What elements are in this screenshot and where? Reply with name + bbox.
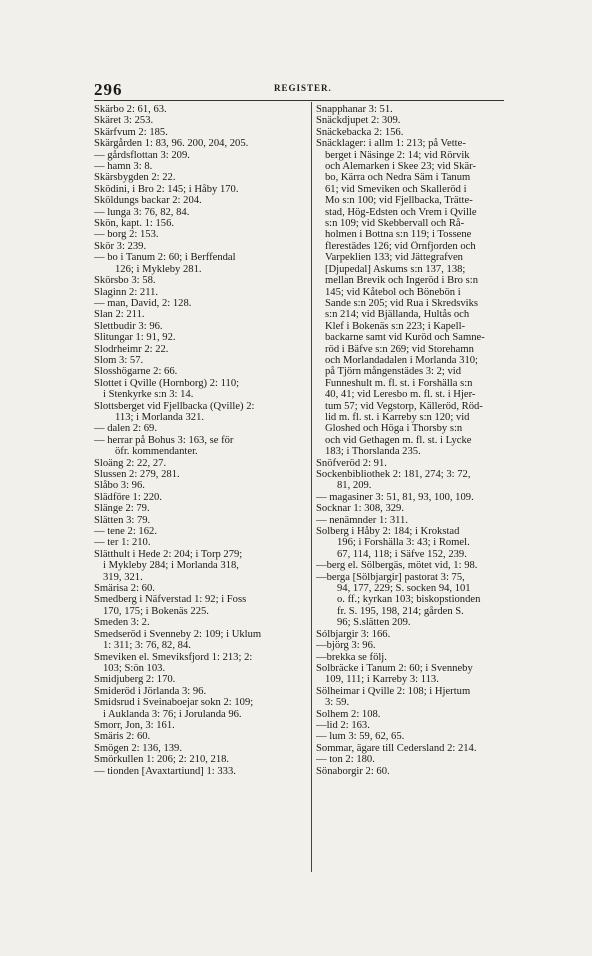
index-entry-line: Solhem 2: 108. (316, 708, 381, 720)
index-entry-line: —björg 3: 96. (316, 640, 376, 652)
index-entry-line: Slätthult i Hede 2: 204; i Torp 279; (94, 548, 243, 560)
index-entry-line: 96; S.slätten 209. (337, 617, 411, 629)
index-entry-line: 3: 59. (325, 697, 350, 709)
index-entry-line: 170, 175; i Bokenäs 225. (103, 605, 209, 617)
index-entry-line: Slottet i Qville (Hornborg) 2: 110; (94, 377, 240, 389)
index-entry-line: holmen i Bottna s:n 119; i Tossene (325, 229, 472, 241)
index-entry-line: berget i Näsinge 2: 14; vid Rörvik (325, 149, 470, 161)
index-entry-line: Smeviken el. Smeviksfjord 1: 213; 2: (94, 651, 253, 663)
index-entry-line: Smäris 2: 60. (94, 731, 151, 743)
index-entry-line: Slätten 3: 79. (94, 514, 151, 526)
index-entry-line: lid m. fl. st. i Karreby s:n 120; vid (325, 411, 470, 423)
page-number: 296 (94, 80, 123, 99)
index-entry-line: — gårdsflottan 3: 209. (94, 149, 190, 161)
index-entry-line: Sölheimar i Qville 2: 108; i Hjertum (316, 685, 471, 697)
index-entry-line: i Stenkyrke s:n 3: 14. (103, 389, 194, 401)
index-entry-line: 67, 114, 118; i Säfve 152, 239. (337, 548, 467, 560)
index-entry-line: 94, 177, 229; S. socken 94, 101 (337, 583, 471, 595)
index-entry-line: — lunga 3: 76, 82, 84. (94, 206, 190, 218)
index-entry-line: —lid 2: 163. (316, 719, 370, 731)
index-entry-line: Skärsbygden 2: 22. (94, 172, 176, 184)
index-entry-line: på Tjörn mångenstädes 3: 2; vid (325, 366, 462, 378)
index-entry-line: Solberg i Håby 2: 184; i Krokstad (316, 526, 460, 538)
index-entry-line: — nenämnder 1: 311. (316, 514, 408, 526)
index-entry-line: Skörsbo 3: 58. (94, 275, 156, 287)
index-entry-line: Smidsrud i Sveinaboejar sokn 2: 109; (94, 697, 254, 709)
index-entry-line: Slåbo 3: 96. (94, 480, 145, 492)
index-entry-line: Slaginn 2: 211. (94, 286, 159, 298)
index-entry-line: — lum 3: 59, 62, 65. (316, 731, 405, 743)
index-entry-line: Solbräcke i Tanum 2: 60; i Svenneby (316, 662, 473, 674)
index-entry-line: — borg 2: 153. (94, 229, 159, 241)
index-entry-line: Sköldungs backar 2: 204. (94, 195, 202, 207)
index-entry-line: mellan Brevik och Ingeröd i Bro s:n (325, 275, 478, 287)
index-entry-line: Slettbudir 3: 96. (94, 320, 163, 332)
index-entry-line: — herrar på Bohus 3: 163, se för (94, 434, 234, 446)
index-entry-line: Skärgården 1: 83, 96. 200, 204, 205. (94, 138, 249, 150)
index-entry-line: Slan 2: 211. (94, 309, 145, 321)
index-entry-line: —berga [Sölbjargir] pastorat 3: 75, (316, 571, 465, 583)
index-entry-line: s:n 109; vid Skebbervall och Rå- (325, 218, 465, 230)
index-entry-line: 183; i Thorslanda 235. (325, 446, 421, 458)
index-entry-line: Snäckdjupet 2: 309. (316, 115, 401, 127)
index-entry-line: Slom 3: 57. (94, 354, 144, 366)
header-rule (94, 100, 504, 101)
index-entry-line: Smideröd i Jörlanda 3: 96. (94, 685, 207, 697)
index-entry-line: 103; S:ön 103. (103, 662, 166, 674)
index-entry-line: bo, Kärra och Nedra Säm i Tanum (325, 172, 471, 184)
index-entry-line: Snäcklager: i allm 1: 213; på Vette- (316, 138, 466, 150)
column-divider (311, 102, 312, 872)
index-entry-line: Smidjuberg 2: 170. (94, 674, 176, 686)
index-entry-line: Smorr, Jon, 3: 161. (94, 719, 175, 731)
index-entry-line: Gloshed och Höga i Thorsby s:n (325, 423, 463, 435)
index-entry-line: Sönaborgir 2: 60. (316, 765, 390, 777)
index-entry-line: Slosshögarne 2: 66. (94, 366, 178, 378)
index-entry-line: Skör 3: 239. (94, 240, 147, 252)
index-entry-line: Skärbo 2: 61, 63. (94, 104, 167, 115)
index-entry-line: 61; vid Smeviken och Skalleröd i (325, 183, 467, 195)
left-column (94, 104, 304, 777)
index-entry-line: Sködini, i Bro 2: 145; i Håby 170. (94, 183, 239, 195)
index-entry-line: Sande s:n 205; vid Rua i Skredsviks (325, 297, 479, 309)
index-entry-line: Sockenbibliothek 2: 181, 274; 3: 72, (316, 469, 471, 480)
index-entry-line: Sommar, ägare till Cedersland 2: 214. (316, 742, 477, 754)
index-entry-line: — ton 2: 180. (316, 754, 375, 766)
index-entry-line: —brekka se följ. (316, 651, 387, 663)
index-entry-line: — bo i Tanum 2: 60; i Berffendal (94, 252, 236, 264)
index-entry-line: Slänge 2: 79. (94, 503, 150, 515)
index-entry-line: backarne samt vid Kuröd och Samne- (325, 332, 485, 344)
index-entry-line: Smörkullen 1: 206; 2: 210, 218. (94, 754, 230, 766)
index-entry-line: öfr. kommendanter. (115, 446, 198, 458)
index-entry-line: Slottsberget vid Fjellbacka (Qville) 2: (94, 400, 255, 412)
index-entry-line: Sloäng 2: 22, 27. (94, 457, 167, 469)
index-entry-line: 1: 311; 3: 76, 82, 84. (103, 640, 191, 652)
index-entry-line: — dalen 2: 69. (94, 423, 157, 435)
index-entry-line: 145; vid Kåtebol och Bönebön i (325, 286, 461, 298)
index-entry-line: — magasiner 3: 51, 81, 93, 100, 109. (316, 491, 474, 503)
index-entry-line: [Djupedal] Askums s:n 137, 138; (325, 263, 466, 275)
index-entry-line: Skärfvum 2: 185. (94, 126, 168, 138)
index-entry-line: Skön, kapt. 1: 156. (94, 218, 175, 230)
index-entry-line: och Alemarken i Skee 23; vid Skär- (325, 161, 477, 173)
index-entry-line: —berg el. Sölbergäs, mötet vid, 1: 98. (316, 560, 478, 572)
index-entry-line: — hamn 3: 8. (94, 161, 153, 173)
index-entry-line: och Morlandadalen i Morlanda 310; (325, 354, 478, 366)
index-entry-line: — ter 1: 210. (94, 537, 151, 549)
index-entry-line: Smedseröd i Svenneby 2: 109; i Uklum (94, 628, 262, 640)
index-entry-line: Smögen 2: 136, 139. (94, 742, 182, 754)
index-entry-line: i Mykleby 284; i Morlanda 318, (103, 560, 239, 572)
index-entry-line: röd i Bäfve s:n 269; vid Storehamn (325, 343, 474, 355)
index-entry-line: Smärisa 2: 60. (94, 583, 155, 595)
index-entry-line: tum 57; vid Vegstorp, Källeröd, Röd- (325, 400, 483, 412)
index-entry-line: Slussen 2: 279, 281. (94, 469, 180, 480)
index-entry-line: Smedberg i Näfverstad 1: 92; i Foss (94, 594, 247, 606)
index-entry-line: Slädföre 1: 220. (94, 491, 162, 503)
index-entry-line: 319, 321. (103, 571, 143, 583)
index-entry-line: Skäret 3: 253. (94, 115, 154, 127)
index-entry-line: i Auklanda 3: 76; i Jorulanda 96. (103, 708, 242, 720)
index-entry-line: flerestädes 126; vid Örnfjorden och (325, 240, 476, 252)
index-entry-line: — man, David, 2: 128. (94, 297, 192, 309)
index-entry-line: — tene 2: 162. (94, 526, 157, 538)
index-entry-line: Snäckebacka 2: 156. (316, 126, 404, 138)
index-entry-line: o. ff.; kyrkan 103; biskopstionden (337, 594, 481, 606)
index-entry-line: 109, 111; i Karreby 3: 113. (325, 674, 439, 686)
index-entry-line: fr. S. 195, 198, 214; gården S. (337, 605, 464, 617)
index-entry-line: Klef i Bokenäs s:n 223; i Kapell- (325, 320, 466, 332)
index-entry-line: 113; i Morlanda 321. (115, 411, 205, 423)
right-column (316, 104, 508, 777)
index-entry-line: Smeden 3: 2. (94, 617, 150, 629)
index-entry-line: Sólbjargir 3: 166. (316, 628, 391, 640)
page-header (94, 80, 504, 100)
index-entry-line: Varpeklien 133; vid Jättegrafven (325, 252, 463, 264)
index-entry-line: stad, Hög-Edsten och Vrem i Qville (325, 206, 477, 218)
index-entry-line: s:n 214; vid Bjällanda, Hultås och (325, 309, 470, 321)
index-entry-line: 81, 209. (337, 480, 372, 492)
index-entry-line: Funneshult m. fl. st. i Forshälla s:n (325, 377, 473, 389)
index-entry-line: Slitungar 1: 91, 92. (94, 332, 176, 344)
index-entry-line: Snöfveröd 2: 91. (316, 457, 387, 469)
index-entry-line: 196; i Forshälla 3: 43; i Romel. (337, 537, 470, 549)
index-entry-line: 126; i Mykleby 281. (115, 263, 202, 275)
index-entry-line: Mo s:n 100; vid Fjellbacka, Trätte- (325, 195, 473, 207)
index-entry-line: Snapphanar 3: 51. (316, 104, 393, 115)
running-head: REGISTER. (274, 83, 332, 93)
index-entry-line: — tionden [Avaxtartiund] 1: 333. (94, 765, 236, 777)
index-entry-line: Socknar 1: 308, 329. (316, 503, 404, 515)
index-entry-line: och vid Gethagen m. fl. st. i Lycke (325, 434, 472, 446)
index-entry-line: Slodrheimr 2: 22. (94, 343, 169, 355)
index-entry-line: 40, 41; vid Leresbo m. fl. st. i Hjer- (325, 389, 476, 401)
